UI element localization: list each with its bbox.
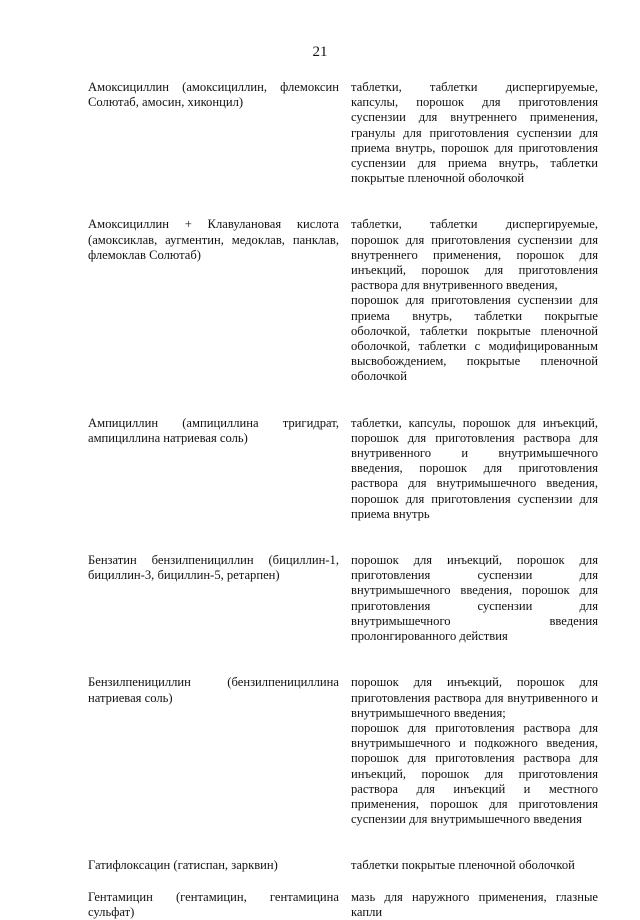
drug-name: Амоксициллин (амоксициллин, флемоксин Солютаб, амосин, хиконцил): [88, 80, 339, 110]
dosage-forms: [351, 217, 598, 384]
drug-name: Гатифлоксацин (гатиспан, зарквин): [88, 858, 278, 873]
drug-name: Амоксициллин + Клавулановая кислота (амоксиклав, аугментин, медоклав, панклав, флемоклав Солютаб): [88, 217, 339, 262]
table-row: [88, 858, 598, 873]
dosage-forms-text: порошок для приготовления суспензии для приема внутрь, таблетки покрытые оболочкой, таблетки покрытые пленочной оболочкой, таблетки с модифицированным высвобождением, покрытые пленочной оболочкой: [351, 293, 598, 384]
table-row: [88, 553, 598, 644]
dosage-forms-text: мазь для наружного применения, глазные капли: [351, 889, 598, 919]
table-row: [88, 416, 598, 522]
drug-name: Ампициллин (ампициллина тригидрат, ампициллина натриевая соль): [88, 415, 339, 445]
dosage-forms-text: таблетки, таблетки диспергируемые, порошок для приготовления суспензии для внутреннего применения, порошок для инъекций, порошок для приготовления раствора для внутривенного введения,: [351, 217, 598, 293]
table-row: [88, 217, 598, 384]
dosage-forms: [351, 675, 598, 827]
table-row: [88, 80, 598, 186]
dosage-forms-text: таблетки покрытые пленочной оболочкой: [351, 858, 575, 873]
drug-name: Гентамицин (гентамицин, гентамицина сульфат): [88, 889, 339, 919]
dosage-forms-text: порошок для инъекций, порошок для приготовления суспензии для внутримышечного введения, порошок для приготовления суспензии для внутримышечного введения пролонгированного действия: [351, 553, 598, 644]
dosage-forms-text: порошок для приготовления раствора для внутримышечного и подкожного введения, порошок для приготовления раствора для инъекций, порошок для приготовления раствора для инъекций и местного применения, порошок для приготовления суспензии для внутримышечного введения: [351, 720, 598, 827]
dosage-forms-text: порошок для инъекций, порошок для приготовления раствора для внутривенного и внутримышечного введения;: [351, 675, 598, 720]
dosage-forms: [351, 416, 598, 522]
dosage-forms-text: таблетки, капсулы, порошок для инъекций, порошок для приготовления раствора для внутривенного и внутримышечного введения, порошок для приготовления раствора для внутримышечного введения, порошок для приготовления суспензии для приема внутрь: [351, 415, 598, 521]
drug-name: Бензилпенициллин (бензилпенициллина натриевая соль): [88, 675, 339, 705]
page-number: 21: [312, 44, 328, 60]
dosage-forms-text: таблетки, таблетки диспергируемые, капсулы, порошок для приготовления суспензии для внутреннего применения, гранулы для приготовления суспензии для приема внутрь, порошок для приготовления суспензии для приема внутрь, таблетки покрытые пленочной оболочкой: [351, 80, 598, 186]
dosage-forms: [351, 553, 598, 644]
drug-name: Бензатин бензилпенициллин (бициллин-1, бициллин-3, бициллин-5, ретарпен): [88, 553, 339, 583]
dosage-forms: [351, 80, 598, 186]
drug-table: [88, 80, 598, 920]
dosage-forms: [351, 858, 598, 873]
table-row: [88, 675, 598, 827]
